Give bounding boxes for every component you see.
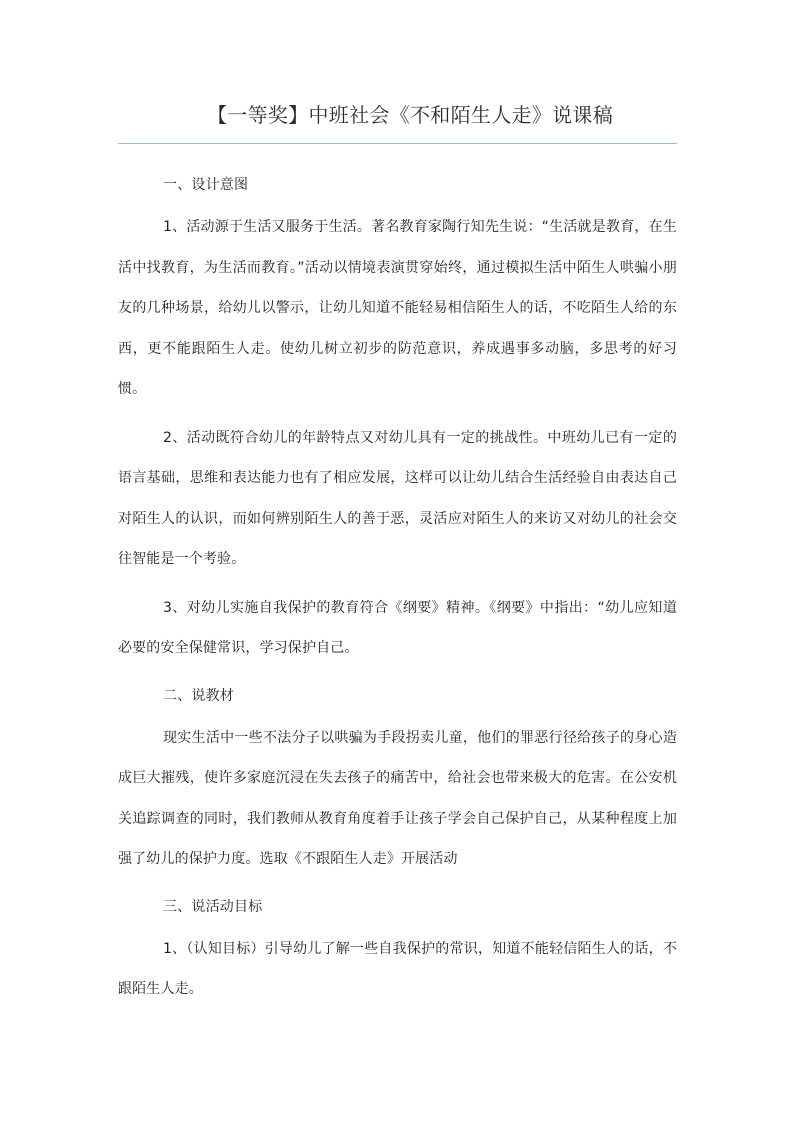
paragraph: 1、（认知目标）引导幼儿了解一些自我保护的常识，知道不能轻信陌生人的话，不跟陌生人走。: [118, 940, 677, 997]
title-divider: [118, 143, 677, 144]
section-activity-goals: [118, 894, 677, 1010]
section-design-intent: [118, 172, 677, 669]
document-body: [118, 172, 677, 1024]
paragraph: 2、活动既符合幼儿的年龄特点又对幼儿具有一定的挑战性。中班幼儿已有一定的语言基础，思维和表达能力也有了相应发展，这样可以让幼儿结合生活经验自由表达自己对陌生人的认识，而如何辨别陌生人的善于恶，灵活应对陌生人的来访又对幼儿的社会交往智能是一个考验。: [118, 429, 677, 567]
section-heading: 二、说教材: [163, 687, 234, 704]
document-title: 【一等奖】中班社会《不和陌生人走》说课稿: [207, 103, 613, 127]
paragraph: 现实生活中一些不法分子以哄骗为手段拐卖儿童，他们的罪恶行径给孩子的身心造成巨大摧残，使许多家庭沉浸在失去孩子的痛苦中，给社会也带来极大的危害。在公安机关追踪调查的同时，我们教师从教育角度着手让孩子学会自己保护自己，从某种程度上加强了幼儿的保护力度。选取《不跟陌生人走》开展活动: [118, 729, 677, 867]
section-heading: 一、设计意图: [163, 177, 249, 193]
paragraph: 3、对幼儿实施自我保护的教育符合《纲要》精神。《纲要》中指出：“幼儿应知道必要的安全保健常识，学习保护自己。: [118, 599, 677, 656]
paragraph: 1、活动源于生活又服务于生活。著名教育家陶行知先生说：“生活就是教育，在生活中找教育，为生活而教育。”活动以情境表演贯穿始终，通过模拟生活中陌生人哄骗小朋友的几种场景，给幼儿以警示，让幼儿知道不能轻易相信陌生人的话，不吃陌生人给的东西，更不能跟陌生人走。使幼儿树立初步的防范意识，养成遇事多动脑，多思考的好习惯。: [118, 219, 677, 397]
section-heading: 三、说活动目标: [163, 898, 263, 915]
section-teaching-material: [118, 683, 677, 880]
